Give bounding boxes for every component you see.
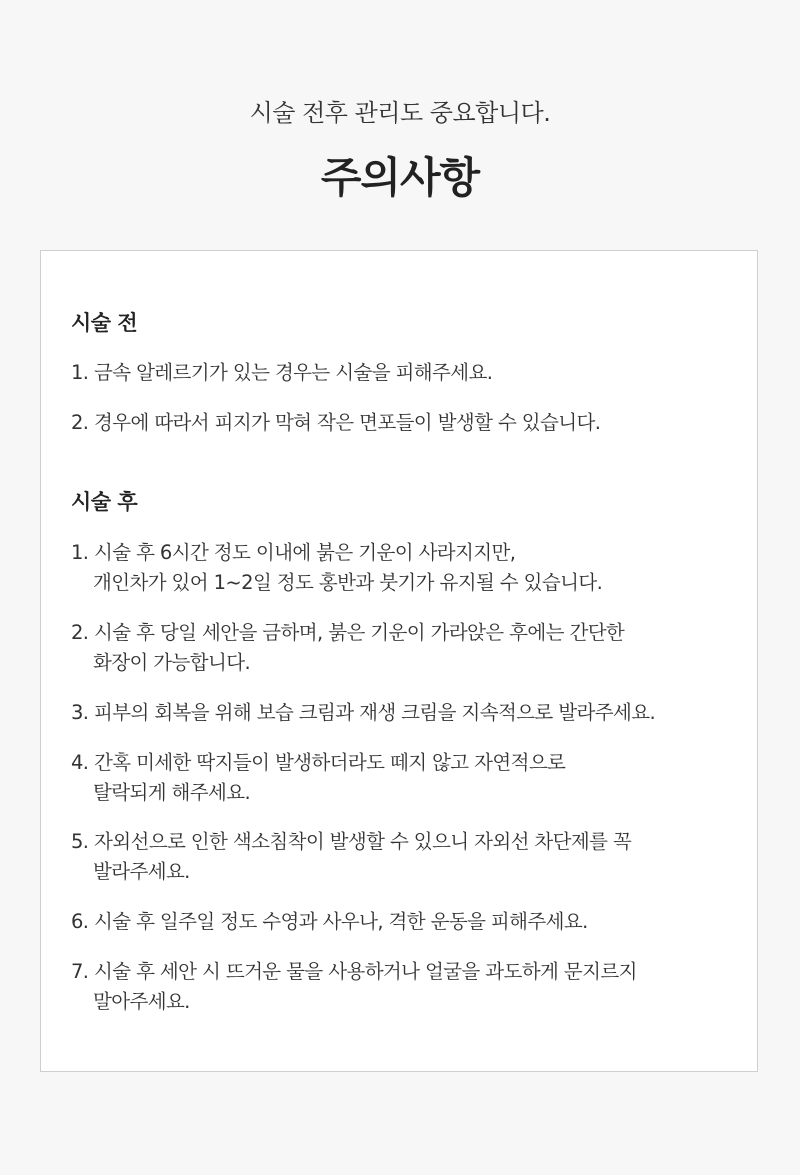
item-text: 시술 후 세안 시 뜨거운 물을 사용하거나 얼굴을 과도하게 문지르지	[94, 960, 637, 983]
after-item-3	[71, 698, 741, 728]
item-text: 자외선으로 인한 색소침착이 발생할 수 있으니 자외선 차단제를 꼭	[94, 830, 632, 853]
item-text-continued: 개인차가 있어 1~2일 정도 홍반과 붓기가 유지될 수 있습니다.	[93, 571, 603, 594]
item-text-continued: 화장이 가능합니다.	[93, 651, 251, 674]
item-text: 시술 후 일주일 정도 수영과 사우나, 격한 운동을 피해주세요.	[94, 910, 588, 933]
after-item-2	[71, 618, 741, 678]
item-text: 간혹 미세한 딱지들이 발생하더라도 떼지 않고 자연적으로	[94, 751, 566, 774]
item-text-continued: 말아주세요.	[93, 990, 190, 1013]
section-heading-after: 시술 후	[71, 490, 138, 514]
item-text: 시술 후 6시간 정도 이내에 붉은 기운이 사라지지만,	[94, 541, 516, 564]
after-item-1	[71, 538, 741, 598]
item-number: 2.	[71, 621, 89, 644]
page-title: 주의사항	[320, 153, 480, 202]
item-number: 3.	[71, 701, 89, 724]
item-number: 2.	[71, 411, 89, 434]
after-item-4	[71, 748, 741, 808]
item-number: 4.	[71, 751, 89, 774]
before-item-1	[71, 358, 741, 388]
section-heading-before: 시술 전	[71, 311, 138, 335]
item-number: 1.	[71, 541, 89, 564]
item-number: 6.	[71, 910, 89, 933]
item-text: 금속 알레르기가 있는 경우는 시술을 피해주세요.	[94, 361, 493, 384]
item-text-continued: 탈락되게 해주세요.	[93, 781, 251, 804]
page-subtitle: 시술 전후 관리도 중요합니다.	[249, 99, 551, 127]
item-number: 1.	[71, 361, 89, 384]
item-text: 경우에 따라서 피지가 막혀 작은 면포들이 발생할 수 있습니다.	[94, 411, 601, 434]
item-text: 피부의 회복을 위해 보습 크림과 재생 크림을 지속적으로 발라주세요.	[94, 701, 656, 724]
after-item-7	[71, 957, 741, 1017]
item-number: 7.	[71, 960, 89, 983]
item-text: 시술 후 당일 세안을 금하며, 붉은 기운이 가라앉은 후에는 간단한	[94, 621, 625, 644]
after-item-5	[71, 827, 741, 887]
after-item-6	[71, 907, 741, 937]
precautions-card	[40, 250, 758, 1072]
item-number: 5.	[71, 830, 89, 853]
before-item-2	[71, 408, 741, 438]
item-text-continued: 발라주세요.	[93, 860, 190, 883]
